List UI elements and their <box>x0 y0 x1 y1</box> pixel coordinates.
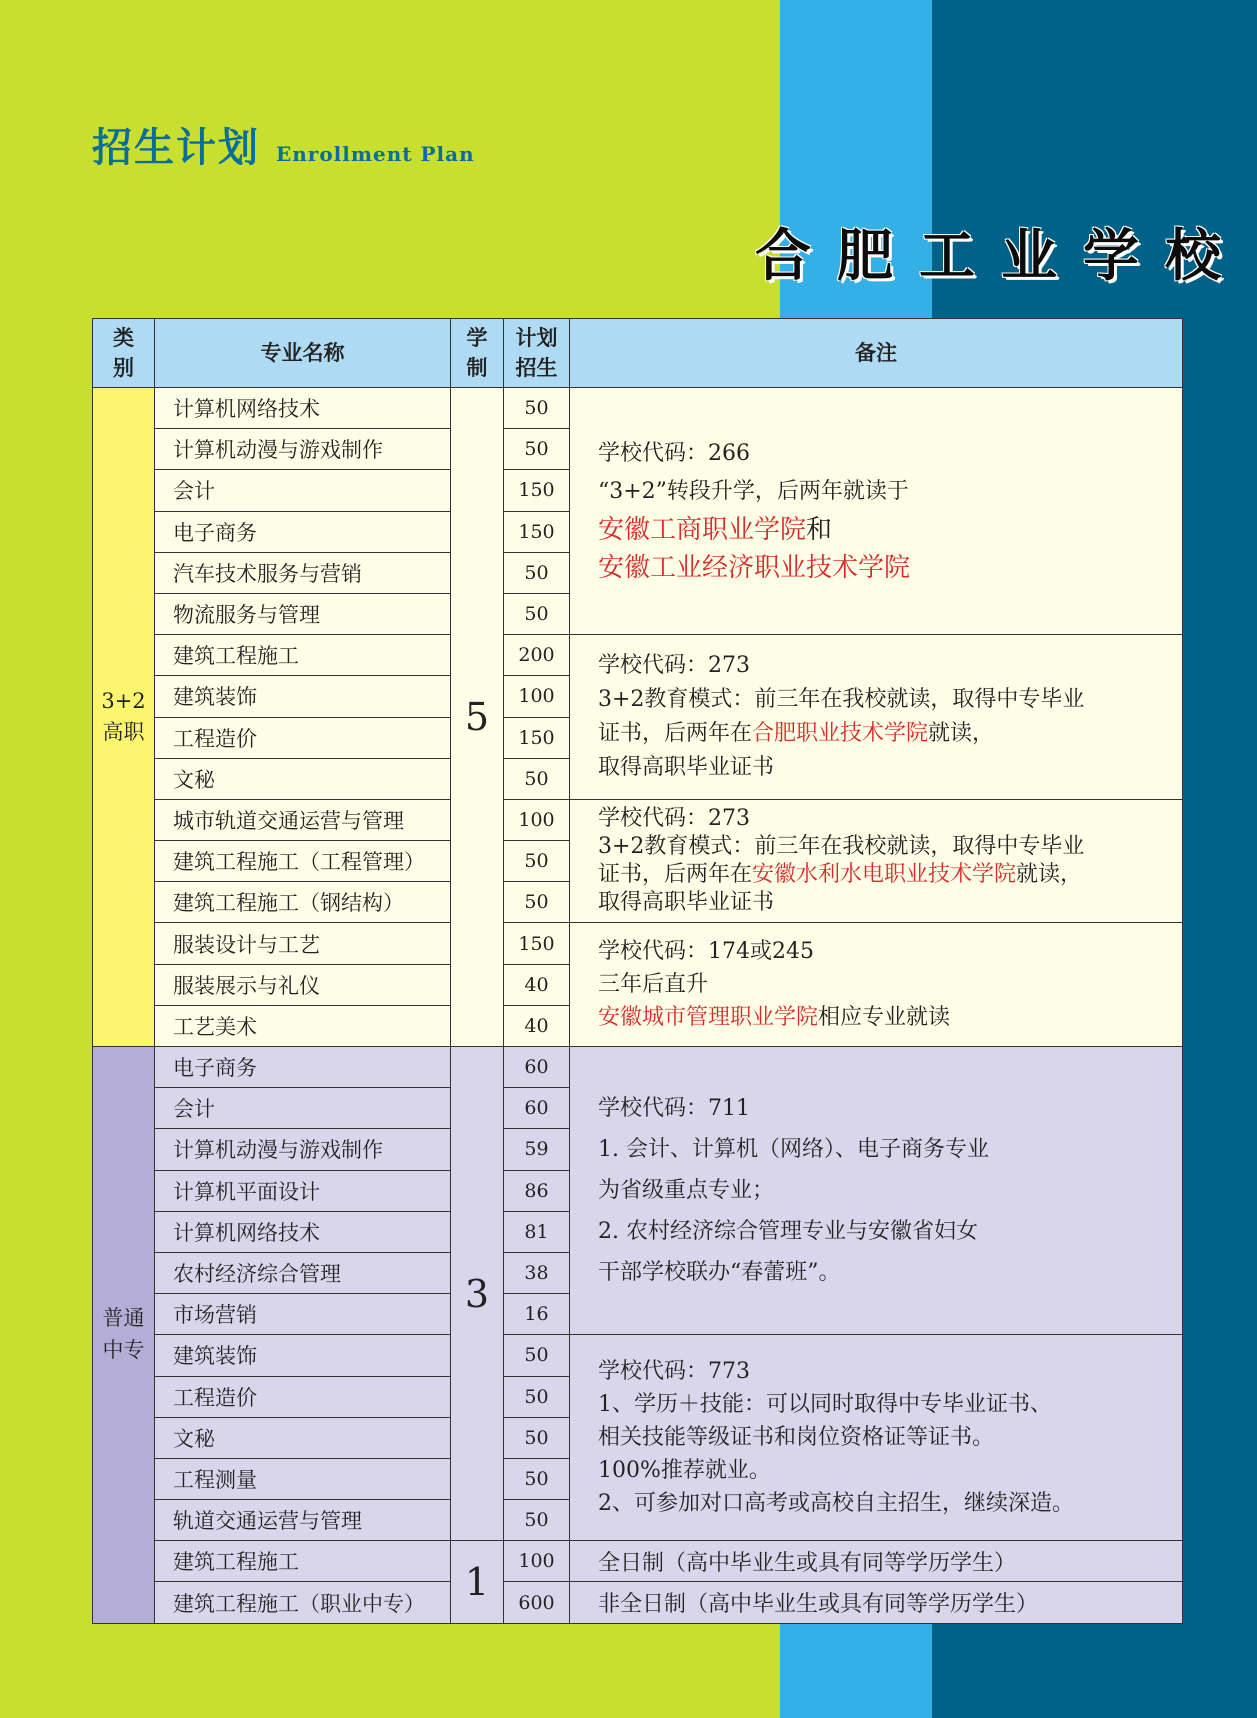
major-name: 建筑工程施工（工程管理） <box>155 841 451 882</box>
header-years: 学 制 <box>451 319 504 388</box>
major-name: 城市轨道交通运营与管理 <box>155 799 451 840</box>
table-row <box>93 923 1183 964</box>
major-name: 服装设计与工艺 <box>155 923 451 964</box>
note-line: 1、学历＋技能：可以同时取得中专毕业证书、 <box>598 1392 1052 1418</box>
plan-count: 150 <box>504 923 570 964</box>
table-row <box>93 1335 1183 1376</box>
plan-count: 50 <box>504 388 570 429</box>
category-cell-secondary: 普通 中专 <box>93 1047 155 1624</box>
note-line: 干部学校联办“春蕾班”。 <box>598 1260 841 1286</box>
plan-count: 100 <box>504 1541 570 1582</box>
major-name: 计算机动漫与游戏制作 <box>155 1129 451 1170</box>
years-cell-5: 5 <box>451 388 504 1047</box>
major-name: 汽车技术服务与营销 <box>155 552 451 593</box>
note-text: 就读， <box>1016 862 1083 888</box>
note-text: 相应专业就读 <box>818 1005 951 1031</box>
note-line: 三年后直升 <box>598 972 709 998</box>
major-name: 工艺美术 <box>155 1005 451 1046</box>
note-cell-part-time: 非全日制（高中毕业生或具有同等学历学生） <box>570 1582 1183 1623</box>
note-line: 2、可参加对口高考或高校自主招生，继续深造。 <box>598 1491 1074 1517</box>
note-line: 为省级重点专业； <box>598 1178 775 1204</box>
major-name: 文秘 <box>155 758 451 799</box>
major-name: 工程造价 <box>155 717 451 758</box>
plan-count: 50 <box>504 882 570 923</box>
college-name-red: 安徽工业经济职业技术学院 <box>598 553 911 584</box>
years-cell-1: 1 <box>451 1541 504 1623</box>
college-name-red: 合肥职业技术学院 <box>752 721 929 746</box>
table-row <box>93 1582 1183 1623</box>
note-line: 1. 会计、计算机（网络）、电子商务专业 <box>598 1137 989 1163</box>
plan-count: 60 <box>504 1088 570 1129</box>
note-line: 学校代码：711 <box>598 1096 750 1122</box>
header-notes: 备注 <box>570 319 1183 388</box>
note-line: 取得高职毕业证书 <box>598 890 775 916</box>
college-name-red: 安徽水利水电职业技术学院 <box>752 862 1017 888</box>
major-name: 工程测量 <box>155 1458 451 1499</box>
note-text: 证书，后两年在 <box>598 721 753 746</box>
table-row <box>93 1541 1183 1582</box>
plan-count: 100 <box>504 799 570 840</box>
note-line: 100%推荐就业。 <box>598 1458 771 1484</box>
note-line: 相关技能等级证书和岗位资格证等证书。 <box>598 1425 995 1451</box>
section-heading <box>92 116 475 173</box>
major-name: 市场营销 <box>155 1294 451 1335</box>
major-name: 文秘 <box>155 1417 451 1458</box>
note-text: 就读， <box>928 721 995 746</box>
school-name-title: 合肥工业学校 <box>755 223 1247 289</box>
note-line: 学校代码：773 <box>598 1359 750 1385</box>
major-name: 建筑工程施工（钢结构） <box>155 882 451 923</box>
major-name: 建筑装饰 <box>155 1335 451 1376</box>
heading-chinese: 招生计划 <box>92 124 260 171</box>
plan-count: 50 <box>504 429 570 470</box>
note-text: 证书，后两年在 <box>598 862 753 888</box>
note-cell-773 <box>570 1335 1183 1541</box>
note-line: 3+2教育模式：前三年在我校就读，取得中专毕业 <box>598 687 1085 712</box>
note-line: 学校代码：266 <box>598 441 750 467</box>
major-name: 建筑工程施工 <box>155 1541 451 1582</box>
plan-count: 16 <box>504 1294 570 1335</box>
plan-count: 100 <box>504 676 570 717</box>
header-major: 专业名称 <box>155 319 451 388</box>
plan-count: 40 <box>504 1005 570 1046</box>
major-name: 建筑工程施工 <box>155 635 451 676</box>
major-name: 农村经济综合管理 <box>155 1252 451 1293</box>
note-line: 学校代码：174或245 <box>598 939 814 965</box>
table-row <box>93 799 1183 840</box>
plan-count: 50 <box>504 841 570 882</box>
header-category: 类 别 <box>93 319 155 388</box>
note-cell-273-water <box>570 799 1183 923</box>
plan-count: 50 <box>504 552 570 593</box>
table-row <box>93 635 1183 676</box>
plan-count: 59 <box>504 1129 570 1170</box>
table-row <box>93 1047 1183 1088</box>
major-name: 物流服务与管理 <box>155 593 451 634</box>
plan-count: 38 <box>504 1252 570 1293</box>
college-name-red: 安徽工商职业学院 <box>598 515 807 546</box>
major-name: 计算机网络技术 <box>155 1211 451 1252</box>
major-name: 电子商务 <box>155 1047 451 1088</box>
college-name-red: 安徽城市管理职业学院 <box>598 1005 819 1031</box>
plan-count: 200 <box>504 635 570 676</box>
plan-count: 81 <box>504 1211 570 1252</box>
note-cell-273-hefei <box>570 635 1183 800</box>
major-name: 计算机平面设计 <box>155 1170 451 1211</box>
plan-count: 60 <box>504 1047 570 1088</box>
major-name: 轨道交通运营与管理 <box>155 1500 451 1541</box>
category-cell-3plus2: 3+2 高职 <box>93 388 155 1047</box>
major-name: 会计 <box>155 470 451 511</box>
plan-count: 50 <box>504 758 570 799</box>
note-cell-266 <box>570 388 1183 635</box>
plan-count: 50 <box>504 1335 570 1376</box>
plan-count: 150 <box>504 470 570 511</box>
years-cell-3: 3 <box>451 1047 504 1541</box>
plan-count: 600 <box>504 1582 570 1623</box>
plan-count: 150 <box>504 717 570 758</box>
note-line: 学校代码：273 <box>598 653 750 678</box>
plan-count: 150 <box>504 511 570 552</box>
plan-count: 50 <box>504 1500 570 1541</box>
note-text: 和 <box>806 515 833 546</box>
plan-count: 40 <box>504 964 570 1005</box>
major-name: 建筑装饰 <box>155 676 451 717</box>
major-name: 建筑工程施工（职业中专） <box>155 1582 451 1623</box>
note-line: “3+2”转段升学，后两年就读于 <box>598 479 909 505</box>
plan-count: 50 <box>504 593 570 634</box>
note-line: 3+2教育模式：前三年在我校就读，取得中专毕业 <box>598 834 1085 860</box>
plan-count: 50 <box>504 1458 570 1499</box>
note-cell-full-time: 全日制（高中毕业生或具有同等学历学生） <box>570 1541 1183 1582</box>
major-name: 服装展示与礼仪 <box>155 964 451 1005</box>
plan-count: 86 <box>504 1170 570 1211</box>
plan-count: 50 <box>504 1376 570 1417</box>
note-line: 学校代码：273 <box>598 806 750 832</box>
note-cell-174-245 <box>570 923 1183 1047</box>
major-name: 工程造价 <box>155 1376 451 1417</box>
note-line: 2. 农村经济综合管理专业与安徽省妇女 <box>598 1219 978 1245</box>
table-header-row <box>93 319 1183 388</box>
heading-english: Enrollment Plan <box>276 142 475 166</box>
note-cell-711 <box>570 1047 1183 1335</box>
major-name: 计算机动漫与游戏制作 <box>155 429 451 470</box>
plan-count: 50 <box>504 1417 570 1458</box>
enrollment-plan-table <box>92 318 1183 1624</box>
note-line: 取得高职毕业证书 <box>598 755 775 780</box>
major-name: 计算机网络技术 <box>155 388 451 429</box>
header-planned: 计划 招生 <box>504 319 570 388</box>
major-name: 电子商务 <box>155 511 451 552</box>
major-name: 会计 <box>155 1088 451 1129</box>
table-row <box>93 388 1183 429</box>
